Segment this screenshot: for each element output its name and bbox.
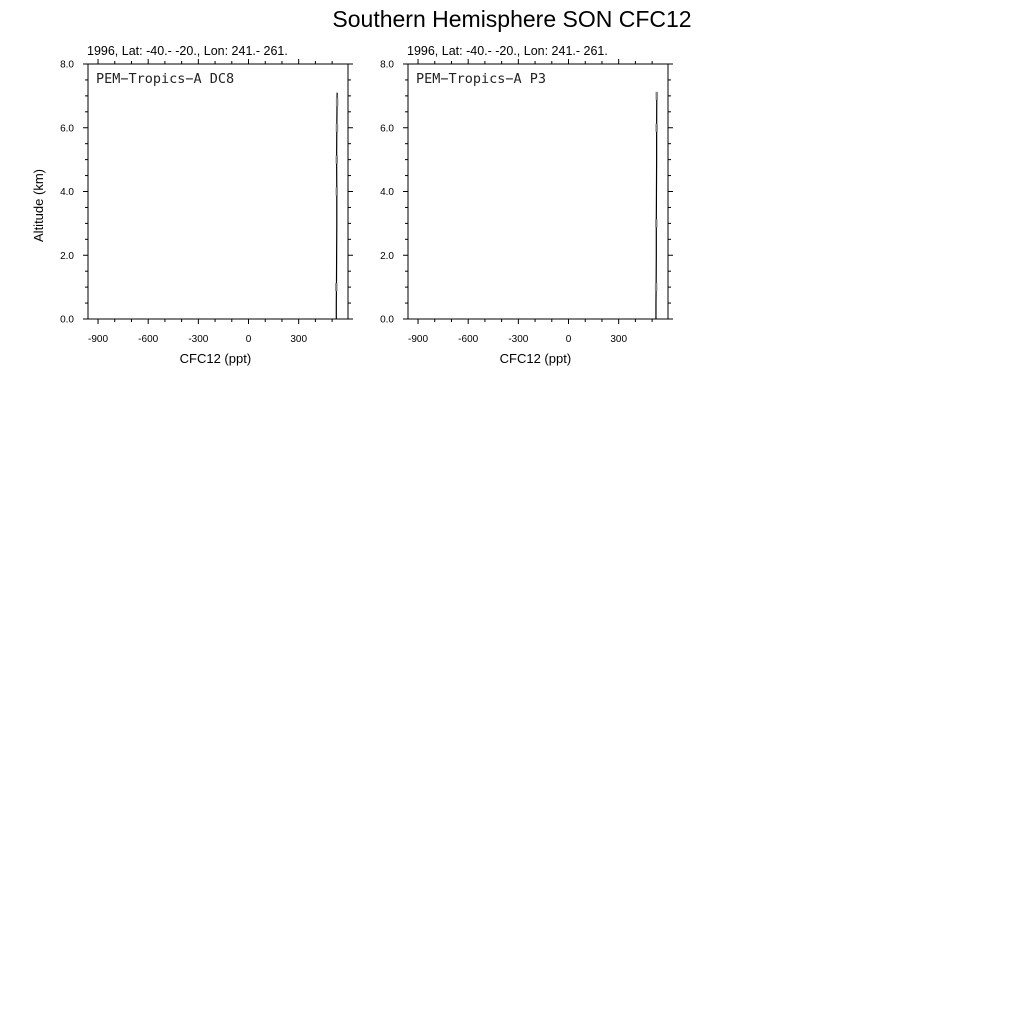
x-tick-label: 300 [610, 334, 628, 345]
x-axis-label: CFC12 (ppt) [499, 351, 572, 366]
x-tick-label: -900 [88, 334, 109, 345]
y-tick-label: 6.0 [380, 123, 394, 135]
x-axis-label: CFC12 (ppt) [179, 351, 252, 366]
x-tick-label: -900 [408, 334, 429, 345]
chart-panels [31, 44, 673, 366]
y-tick-label: 2.0 [60, 250, 74, 262]
chart-panel-2 [380, 44, 673, 366]
plot-frame [408, 64, 668, 319]
y-tick-label: 8.0 [60, 59, 74, 71]
x-tick-label: -600 [458, 334, 479, 345]
x-tick-label: -300 [508, 334, 529, 345]
panel-subtitle: 1996, Lat: -40.- -20., Lon: 241.- 261. [407, 44, 608, 58]
y-tick-label: 0.0 [60, 314, 74, 326]
y-tick-label: 0.0 [380, 314, 394, 326]
x-tick-label: 0 [565, 334, 572, 345]
x-tick-label: 300 [290, 334, 308, 345]
chart-panel-1 [31, 44, 353, 366]
x-tick-label: -600 [138, 334, 159, 345]
y-tick-label: 4.0 [60, 187, 74, 198]
y-tick-label: 2.0 [380, 250, 394, 262]
y-tick-label: 4.0 [380, 187, 394, 198]
x-tick-label: 0 [245, 334, 252, 345]
figure-title: Southern Hemisphere SON CFC12 [332, 6, 692, 32]
panel-annotation: PEM−Tropics−A P3 [416, 71, 547, 87]
y-tick-label: 6.0 [60, 123, 74, 135]
x-tick-label: -300 [188, 334, 209, 345]
panel-annotation: PEM−Tropics−A DC8 [96, 71, 235, 87]
plot-frame [88, 64, 348, 319]
y-tick-label: 8.0 [380, 59, 394, 71]
panel-subtitle: 1996, Lat: -40.- -20., Lon: 241.- 261. [87, 44, 288, 58]
y-axis-label: Altitude (km) [31, 169, 46, 242]
